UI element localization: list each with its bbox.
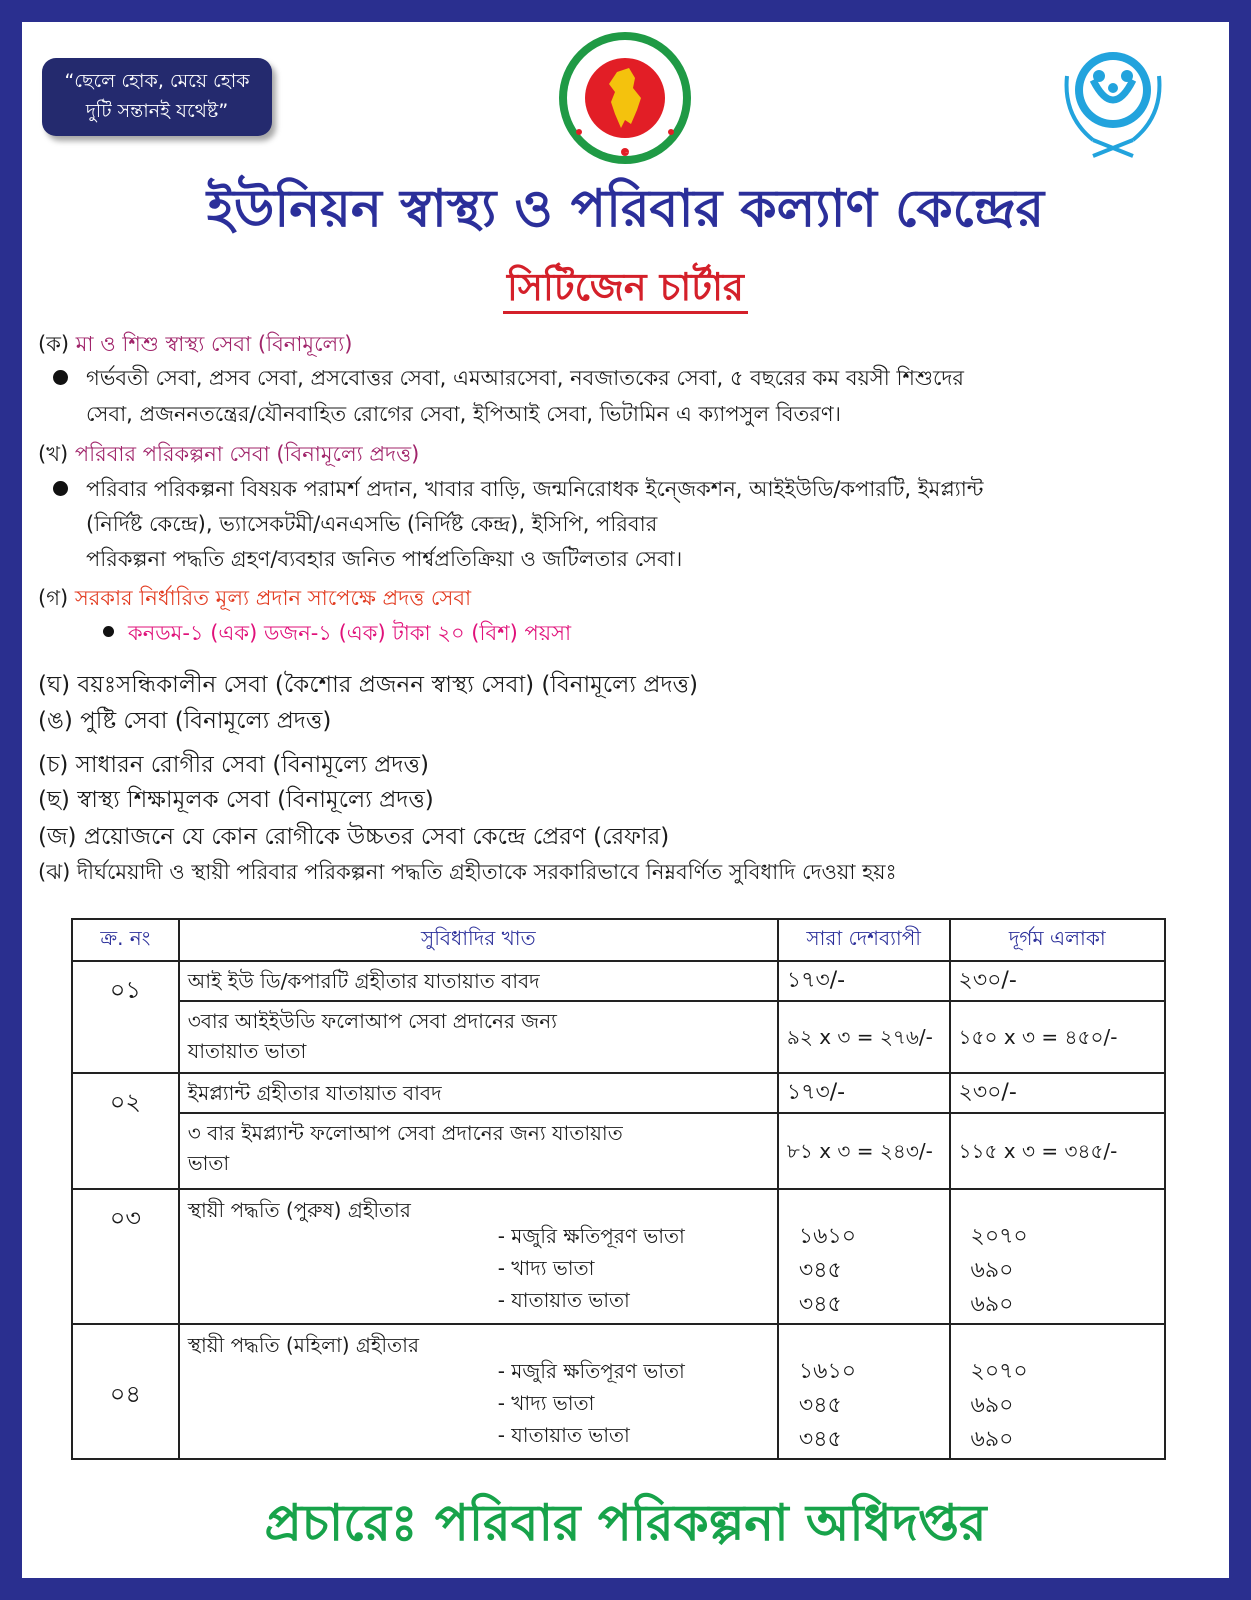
nationwide-cell: ১৬১০ ৩৪৫ ৩৪৫ bbox=[778, 1324, 950, 1459]
benefit-cell: আই ইউ ডি/কপারটি গ্রহীতার যাতায়াত বাবদ bbox=[179, 961, 778, 1001]
remote-cell: ২০৭০ ৬৯০ ৬৯০ bbox=[950, 1189, 1165, 1324]
remote-cell: ২০৭০ ৬৯০ ৬৯০ bbox=[950, 1324, 1165, 1459]
section-ca: (চ) সাধারন রোগীর সেবা (বিনামূল্যে প্রদত্ত) bbox=[38, 752, 429, 778]
table-header-row bbox=[72, 919, 1165, 961]
remote-cell: ১৫০ x ৩ = ৪৫০/- bbox=[950, 1001, 1165, 1073]
remote-cell: ১১৫ x ৩ = ৩৪৫/- bbox=[950, 1113, 1165, 1189]
nationwide-cell: ১৭৩/- bbox=[778, 1073, 950, 1113]
header-remote: দূর্গম এলাকা bbox=[950, 919, 1165, 961]
government-seal-logo bbox=[555, 28, 695, 168]
section-ja: (জ) প্রয়োজনে যে কোন রোগীকে উচ্চতর সেবা কেন্দ্রে প্রেরণ (রেফার) bbox=[38, 824, 670, 850]
section-gha: (ঘ) বয়ঃসন্ধিকালীন সেবা (কৈশোর প্রজনন স্বাস্থ্য সেবা) (বিনামূল্যে প্রদত্ত) bbox=[38, 672, 698, 698]
serial-cell: ০৩ bbox=[72, 1189, 179, 1324]
table-row bbox=[72, 1113, 1165, 1189]
section-kha-line-2: (নির্দিষ্ট কেন্দ্রে), ভ্যাসেকটমী/এনএসভি (নির্দিষ্ট কেন্দ্র), ইসিপি, পরিবার bbox=[86, 512, 658, 536]
section-ga-item: কনডম-১ (এক) ডজন-১ (এক) টাকা ২০ (বিশ) পয়সা bbox=[128, 621, 572, 645]
serial-cell: ০১ bbox=[72, 961, 179, 1073]
section-kha-line-3: পরিকল্পনা পদ্ধতি গ্রহণ/ব্যবহার জনিত পার্শ্বপ্রতিক্রিয়া ও জটিলতার সেবা। bbox=[86, 547, 683, 571]
section-ka-line-2: সেবা, প্রজননতন্ত্রের/যৌনবাহিত রোগের সেবা, ইপিআই সেবা, ভিটামিন এ ক্যাপসুল বিতরণ। bbox=[86, 402, 842, 426]
slogan-badge bbox=[42, 58, 272, 136]
family-planning-logo bbox=[1053, 36, 1173, 162]
benefit-cell: স্থায়ী পদ্ধতি (পুরুষ) গ্রহীতার - মজুরি ক্ষতিপূরণ ভাতা - খাদ্য ভাতা - যাতায়াত ভাতা bbox=[179, 1189, 778, 1324]
nationwide-cell: ৮১ x ৩ = ২৪৩/- bbox=[778, 1113, 950, 1189]
slogan-line-2: দুটি সন্তানই যথেষ্ট” bbox=[85, 100, 229, 122]
table-row bbox=[72, 1189, 1165, 1324]
table-row bbox=[72, 1001, 1165, 1073]
bullet-icon bbox=[53, 481, 68, 496]
benefit-cell: ৩ বার ইমপ্ল্যান্ট ফলোআপ সেবা প্রদানের জন্য যাতায়াত ভাতা bbox=[179, 1113, 778, 1189]
section-kha-line-1: পরিবার পরিকল্পনা বিষয়ক পরামর্শ প্রদান, খাবার বাড়ি, জন্মনিরোধক ইন্জেকশন, আইইউডি/কপারটি, ইমপ্ল্যান্ট bbox=[86, 477, 984, 501]
page-title: ইউনিয়ন স্বাস্থ্য ও পরিবার কল্যাণ কেন্দ্রের bbox=[206, 179, 1045, 239]
section-ga-heading: (গ) সরকার নির্ধারিত মূল্য প্রদান সাপেক্ষে প্রদত্ত সেবা bbox=[38, 586, 472, 610]
seal-text: গণপ্রজাতন্ত্রী বাংলাদেশ সরকার bbox=[625, 153, 638, 154]
subtitle-text: সিটিজেন চার্টার bbox=[503, 265, 748, 314]
remote-cell: ২৩০/- bbox=[950, 1073, 1165, 1113]
table-row bbox=[72, 1324, 1165, 1459]
nationwide-cell: ১৬১০ ৩৪৫ ৩৪৫ bbox=[778, 1189, 950, 1324]
slogan-line-1: “ছেলে হোক, মেয়ে হোক bbox=[64, 70, 250, 92]
benefits-table bbox=[71, 918, 1166, 1460]
footer-publisher: প্রচারেঃ পরিবার পরিকল্পনা অধিদপ্তর bbox=[264, 1494, 987, 1552]
table-row bbox=[72, 1073, 1165, 1113]
section-ka-line-1: গর্ভবতী সেবা, প্রসব সেবা, প্রসবোত্তর সেবা, এমআরসেবা, নবজাতকের সেবা, ৫ বছরের কম বয়সী শিশুদের bbox=[86, 366, 964, 390]
page-subtitle bbox=[0, 258, 1251, 322]
header-nationwide: সারা দেশব্যাপী bbox=[778, 919, 950, 961]
table-row bbox=[72, 961, 1165, 1001]
benefit-cell: ৩বার আইইউডি ফলোআপ সেবা প্রদানের জন্য যাতায়াত ভাতা bbox=[179, 1001, 778, 1073]
section-jha: (ঝ) দীর্ঘমেয়াদী ও স্থায়ী পরিবার পরিকল্পনা পদ্ধতি গ্রহীতাকে সরকারিভাবে নিম্নবর্ণিত সুবিধাদি দেওয়া হয়ঃ bbox=[38, 860, 897, 884]
section-cha: (ছ) স্বাস্থ্য শিক্ষামূলক সেবা (বিনামূল্যে প্রদত্ত) bbox=[38, 787, 434, 813]
serial-cell: ০৪ bbox=[72, 1324, 179, 1459]
section-ka-heading: (ক) মা ও শিশু স্বাস্থ্য সেবা (বিনামূল্যে) bbox=[38, 332, 353, 356]
header-benefit: সুবিধাদির খাত bbox=[179, 919, 778, 961]
header-serial: ক্র. নং bbox=[72, 919, 179, 961]
section-kha-heading: (খ) পরিবার পরিকল্পনা সেবা (বিনামূল্যে প্রদত্ত) bbox=[38, 442, 420, 466]
benefit-cell: স্থায়ী পদ্ধতি (মহিলা) গ্রহীতার - মজুরি ক্ষতিপূরণ ভাতা - খাদ্য ভাতা - যাতায়াত ভাতা bbox=[179, 1324, 778, 1459]
section-uma: (ঙ) পুষ্টি সেবা (বিনামূল্যে প্রদত্ত) bbox=[38, 708, 332, 734]
nationwide-cell: ৯২ x ৩ = ২৭৬/- bbox=[778, 1001, 950, 1073]
bullet-icon bbox=[53, 370, 68, 385]
serial-cell: ০২ bbox=[72, 1073, 179, 1189]
benefit-cell: ইমপ্ল্যান্ট গ্রহীতার যাতায়াত বাবদ bbox=[179, 1073, 778, 1113]
remote-cell: ২৩০/- bbox=[950, 961, 1165, 1001]
bullet-icon bbox=[103, 626, 114, 637]
nationwide-cell: ১৭৩/- bbox=[778, 961, 950, 1001]
